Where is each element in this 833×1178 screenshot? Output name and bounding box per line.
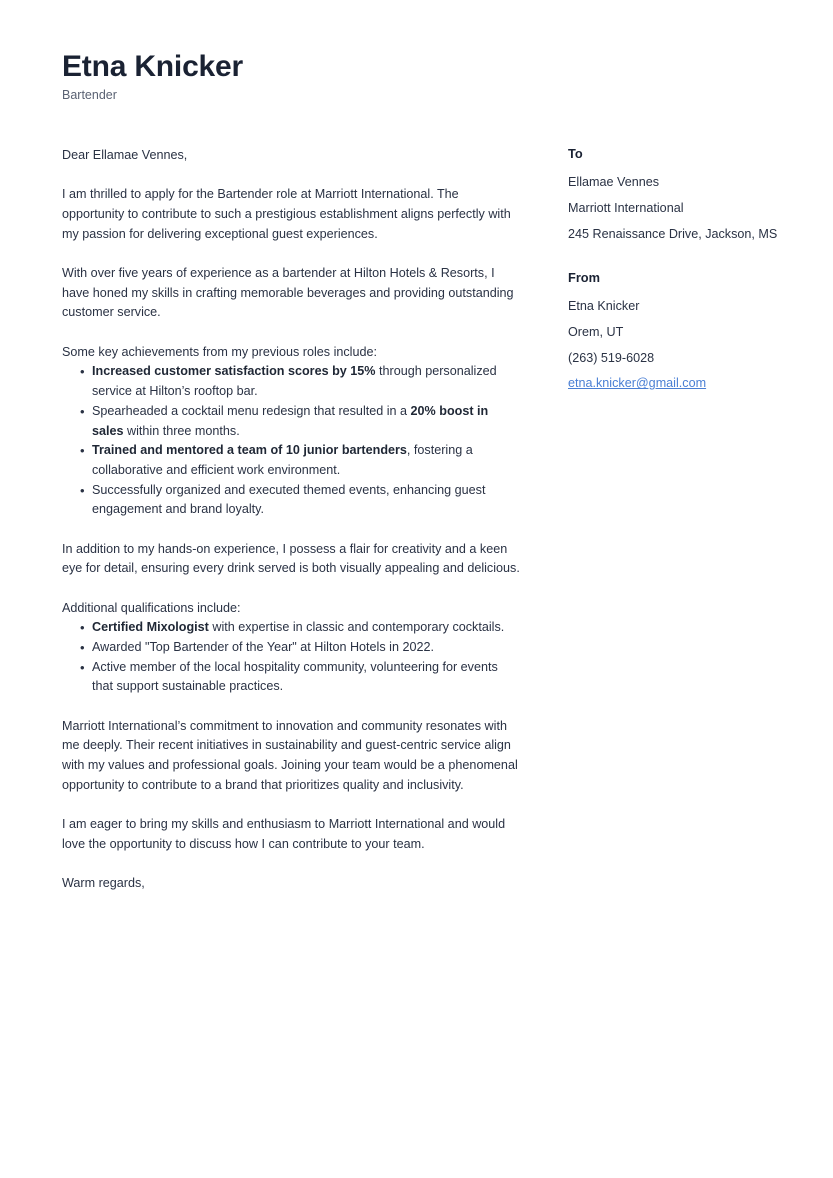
achievement-text: Successfully organized and executed themed events, enhancing guest engagement and brand loyalty.: [92, 482, 486, 517]
list-item: [92, 658, 520, 697]
achievements-lead-in: Some key achievements from my previous roles include:: [62, 344, 377, 359]
paragraph-company-fit: Marriott International’s commitment to innovation and community resonates with me deeply. Their recent initiatives in sustainability and guest-centric service align with my values and professional goals. Joining your team would be a phenomenal opportunity to contribute to a brand that prioritizes quality and inclusivity.: [62, 718, 518, 792]
sender-name: Etna Knicker: [568, 299, 640, 314]
from-heading: From: [568, 270, 600, 286]
qualification-highlight: Certified Mixologist: [92, 620, 209, 635]
spacer: [62, 520, 520, 540]
list-item: [92, 402, 520, 441]
list-item: [92, 441, 520, 480]
paragraph-creativity: In addition to my hands-on experience, I possess a flair for creativity and a keen eye for detail, ensuring every drink served is both visually appealing and delicious.: [62, 541, 520, 576]
achievement-highlight: Trained and mentored a team of 10 junior bartenders: [92, 443, 407, 458]
sender-location: Orem, UT: [568, 325, 624, 340]
qualification-text: Active member of the local hospitality community, volunteering for events that support sustainable practices.: [92, 659, 498, 694]
qualifications-list: [62, 618, 520, 697]
spacer: [62, 796, 520, 816]
achievement-highlight: Increased customer satisfaction scores by 15%: [92, 364, 376, 379]
spacer: [62, 855, 520, 875]
recipient-address: 245 Renaissance Drive, Jackson, MS: [568, 226, 778, 241]
list-item: [92, 618, 520, 638]
applicant-name: Etna Knicker: [62, 50, 243, 83]
achievement-highlight: 20% boost in sales: [92, 403, 489, 438]
applicant-job-title: Bartender: [62, 87, 117, 102]
qualifications-lead-in: Additional qualifications include:: [62, 600, 241, 615]
to-heading: To: [568, 146, 583, 161]
recipient-name: Ellamae Vennes: [568, 175, 660, 190]
signoff: Warm regards,: [62, 876, 145, 891]
recipient-company: Marriott International: [568, 200, 684, 215]
list-item: [92, 481, 520, 520]
sender-phone: (263) 519-6028: [568, 350, 655, 365]
achievement-text: within three months.: [123, 423, 240, 438]
paragraph-intro: I am thrilled to apply for the Bartender role at Marriott International. The opportunity to contribute to such a prestigious establishment aligns perfectly with my passion for delivering exceptional guest experiences.: [62, 187, 511, 241]
achievement-text: Spearheaded a cocktail menu redesign that resulted in a: [92, 403, 411, 418]
achievement-text: through personalized service at Hilton’s rooftop bar.: [92, 364, 497, 399]
list-item: [92, 638, 520, 658]
letter-header: [62, 50, 682, 103]
spacer: [62, 244, 520, 264]
letter-body: [62, 146, 520, 894]
spacer: [62, 166, 520, 186]
qualification-text: with expertise in classic and contemporary cocktails.: [208, 620, 505, 635]
qualification-text: Awarded "Top Bartender of the Year" at Hilton Hotels in 2022.: [92, 640, 434, 655]
recipient-block: [568, 146, 780, 244]
achievements-list: [62, 362, 520, 520]
sender-email-link[interactable]: etna.knicker@gmail.com: [568, 376, 707, 391]
sender-block: [568, 270, 780, 394]
spacer: [62, 323, 520, 343]
spacer: [62, 579, 520, 599]
achievement-text: , fostering a collaborative and efficient work environment.: [92, 443, 473, 477]
contact-sidebar: [568, 146, 780, 394]
sender-email-row: [568, 374, 780, 394]
paragraph-closing: I am eager to bring my skills and enthusiasm to Marriott International and would love the opportunity to discuss how I can contribute to your team.: [62, 817, 506, 851]
spacer: [62, 697, 520, 717]
salutation: Dear Ellamae Vennes,: [62, 148, 188, 162]
list-item: [92, 362, 520, 401]
paragraph-experience: With over five years of experience as a bartender at Hilton Hotels & Resorts, I have honed my skills in crafting memorable beverages and providing outstanding customer service.: [62, 266, 514, 320]
